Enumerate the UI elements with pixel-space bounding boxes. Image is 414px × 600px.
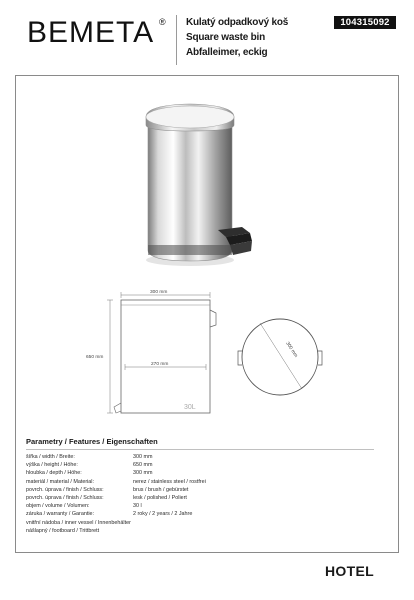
technical-drawing — [80, 285, 340, 425]
title-en: Square waste bin — [186, 32, 266, 43]
spec-label: objem / volume / Volumen: — [26, 503, 90, 510]
width-dimension: 300 mm — [150, 290, 168, 295]
capacity-mark: 30L — [184, 404, 196, 411]
spec-label: materiál / material / Material: — [26, 478, 95, 485]
spec-row — [26, 453, 326, 461]
header-divider — [176, 15, 177, 65]
spec-value: 300 mm — [133, 454, 153, 460]
spec-row — [26, 510, 326, 518]
registered-mark: ® — [159, 17, 166, 27]
title-de: Abfalleimer, eckig — [186, 47, 268, 58]
brand-logo — [27, 14, 170, 48]
spec-label: šířka / width / Breite: — [26, 454, 75, 460]
spec-row — [26, 527, 326, 535]
height-dimension: 650 mm — [86, 355, 104, 360]
spec-value: nerez / stainless steel / rostfrei — [133, 478, 206, 485]
spec-value: 30 l — [133, 503, 142, 510]
spec-row — [26, 502, 326, 510]
product-titles — [186, 15, 288, 60]
spec-row — [26, 519, 326, 527]
spec-value: 2 roky / 2 years / 2 Jahre — [133, 511, 193, 518]
spec-label: výška / height / Höhe: — [26, 462, 78, 469]
brand-logo-text: BEMETA — [27, 16, 155, 48]
spec-label: nášlapný / footboard / Trittbrett — [26, 527, 100, 534]
specs-divider — [26, 449, 374, 450]
spec-label: povrch. úprava / finish / Schluss: — [26, 486, 104, 493]
spec-value: 650 mm — [133, 462, 153, 469]
inner-width-dimension: 270 mm — [151, 362, 169, 367]
spec-row — [26, 469, 326, 477]
spec-label: hloubka / depth / Höhe: — [26, 470, 82, 477]
spec-row — [26, 478, 326, 486]
spec-value: lesk / polished / Poliert — [133, 495, 187, 502]
spec-row — [26, 461, 326, 469]
product-photo — [130, 95, 270, 275]
spec-value: brus / brush / gebürstet — [133, 486, 189, 493]
specs-title: Parametry / Features / Eigenschaften — [26, 437, 158, 446]
spec-value: 300 mm — [133, 470, 153, 477]
spec-row — [26, 486, 326, 494]
specs-table — [26, 453, 326, 535]
title-cz: Kulatý odpadkový koš — [186, 17, 289, 28]
product-code-badge: 104315092 — [334, 16, 396, 29]
spec-row — [26, 494, 326, 502]
spec-label: povrch. úprava / finish / Schluss: — [26, 495, 104, 502]
spec-label: záruka / warranty / Garantie: — [26, 511, 95, 518]
category-label: HOTEL — [325, 563, 374, 579]
spec-label: vnitřní nádoba / inner vessel / Innenbehälter — [26, 519, 131, 526]
diameter-dimension: 300 mm — [284, 341, 298, 359]
